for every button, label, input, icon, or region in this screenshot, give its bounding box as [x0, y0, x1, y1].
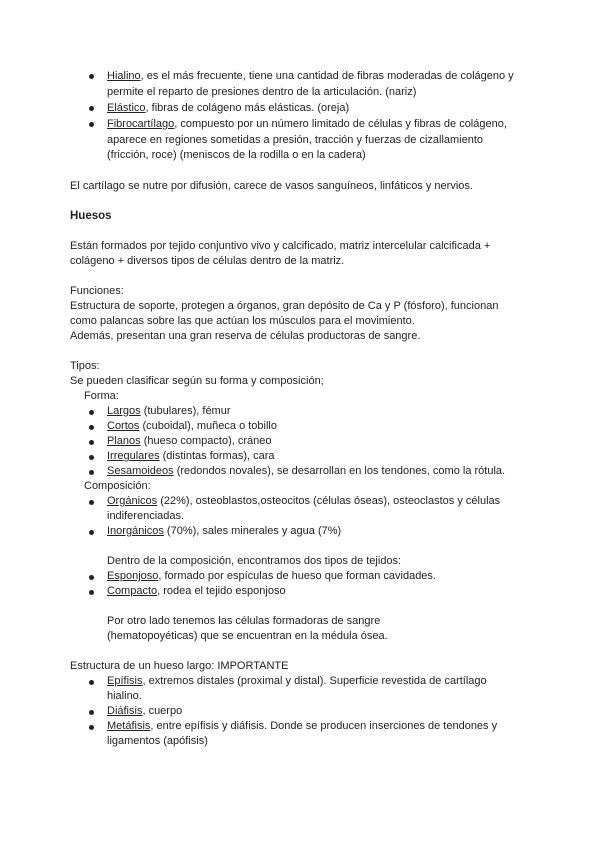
bullet [89, 440, 94, 445]
list-item: Largos (tubulares), fémur [107, 405, 231, 417]
paragraph: colágeno + diversos tipos de células dentro de la matriz. [70, 255, 345, 267]
list-item-text: (fricción, roce) (meniscos de la rodilla o en la cadera) [107, 149, 366, 161]
paragraph: Se pueden clasificar según su forma y composición; [70, 375, 324, 387]
list-item: Diáfisis, cuerpo [107, 705, 183, 717]
paragraph: Estructura de soporte, protegen a órganos, gran depósito de Ca y P (fósforo), funcionan [70, 300, 499, 312]
list-item-text: hialino. [107, 690, 142, 702]
term: Elástico [107, 102, 146, 114]
list-item: Planos (hueso compacto), cráneo [107, 435, 272, 447]
bullet [89, 710, 94, 715]
label: Estructura de un hueso largo: IMPORTANTE [70, 660, 289, 672]
list-item: Cortos (cuboidal), muñeca o tobillo [107, 420, 277, 432]
label: Funciones: [70, 285, 124, 297]
paragraph: Además, presentan una gran reserva de células productoras de sangre. [70, 330, 421, 342]
paragraph: El cartílago se nutre por difusión, carece de vasos sanguíneos, linfáticos y nervios. [70, 180, 473, 192]
list-item: Hialino, es el más frecuente, tiene una cantidad de fibras moderadas de colágeno y [107, 70, 514, 82]
list-item-text: indiferenciadas. [107, 510, 185, 522]
bullet [89, 425, 94, 430]
paragraph: (hematopoyéticas) que se encuentran en la médula ósea. [107, 630, 388, 642]
list-item: Compacto, rodea el tejido esponjoso [107, 585, 286, 597]
section-heading: Huesos [70, 210, 112, 222]
label: Forma: [84, 390, 119, 402]
bullet [89, 410, 94, 415]
list-item: Esponjoso, formado por espículas de hueso que forman cavidades. [107, 570, 436, 582]
bullet [89, 500, 94, 505]
list-item: Fibrocartílago, compuesto por un número limitado de células y fibras de colágeno, [107, 118, 507, 130]
list-item: Inorgánicos (70%), sales minerales y agua (7%) [107, 525, 342, 537]
bullet [89, 122, 94, 127]
bullet [89, 106, 94, 111]
bullet [89, 590, 94, 595]
bullet [89, 74, 94, 79]
bullet [89, 530, 94, 535]
term: Fibrocartílago [107, 118, 175, 130]
list-item: Elástico, fibras de colágeno más elásticas. (oreja) [107, 102, 350, 114]
paragraph: Por otro lado tenemos las células formadoras de sangre [107, 615, 381, 627]
bullet [89, 680, 94, 685]
bullet [89, 470, 94, 475]
label: Tipos: [70, 360, 100, 372]
paragraph: Están formados por tejido conjuntivo vivo y calcificado, matriz intercelular calcificada + [70, 240, 491, 252]
bullet [89, 725, 94, 730]
list-item-text: permite el reparto de presiones dentro de la articulación. (nariz) [107, 86, 417, 98]
list-item-text: aparece en regiones sometidas a presión, tracción y fuerzas de cizallamiento [107, 134, 484, 146]
list-item: Epífisis, extremos distales (proximal y distal). Superficie revestida de cartílago [107, 675, 487, 687]
list-item-text: ligamentos (apófisis) [107, 735, 208, 747]
list-item: Irregulares (distintas formas), cara [107, 450, 275, 462]
bullet [89, 455, 94, 460]
term: Hialino [107, 70, 141, 82]
list-item: Sesamoideos (redondos novales), se desarrollan en los tendones, como la rótula. [107, 465, 506, 477]
paragraph: como palancas sobre las que actúan los músculos para el movimiento. [70, 315, 415, 327]
label: Composición: [84, 480, 151, 492]
list-item: Metáfisis, entre epífisis y diáfisis. Donde se producen inserciones de tendones y [107, 720, 498, 732]
list-item: Orgánicos (22%), osteoblastos,osteocitos (células óseas), osteoclastos y células [107, 495, 501, 507]
bullet [89, 575, 94, 580]
paragraph: Dentro de la composición, encontramos dos tipos de tejidos: [107, 555, 402, 567]
